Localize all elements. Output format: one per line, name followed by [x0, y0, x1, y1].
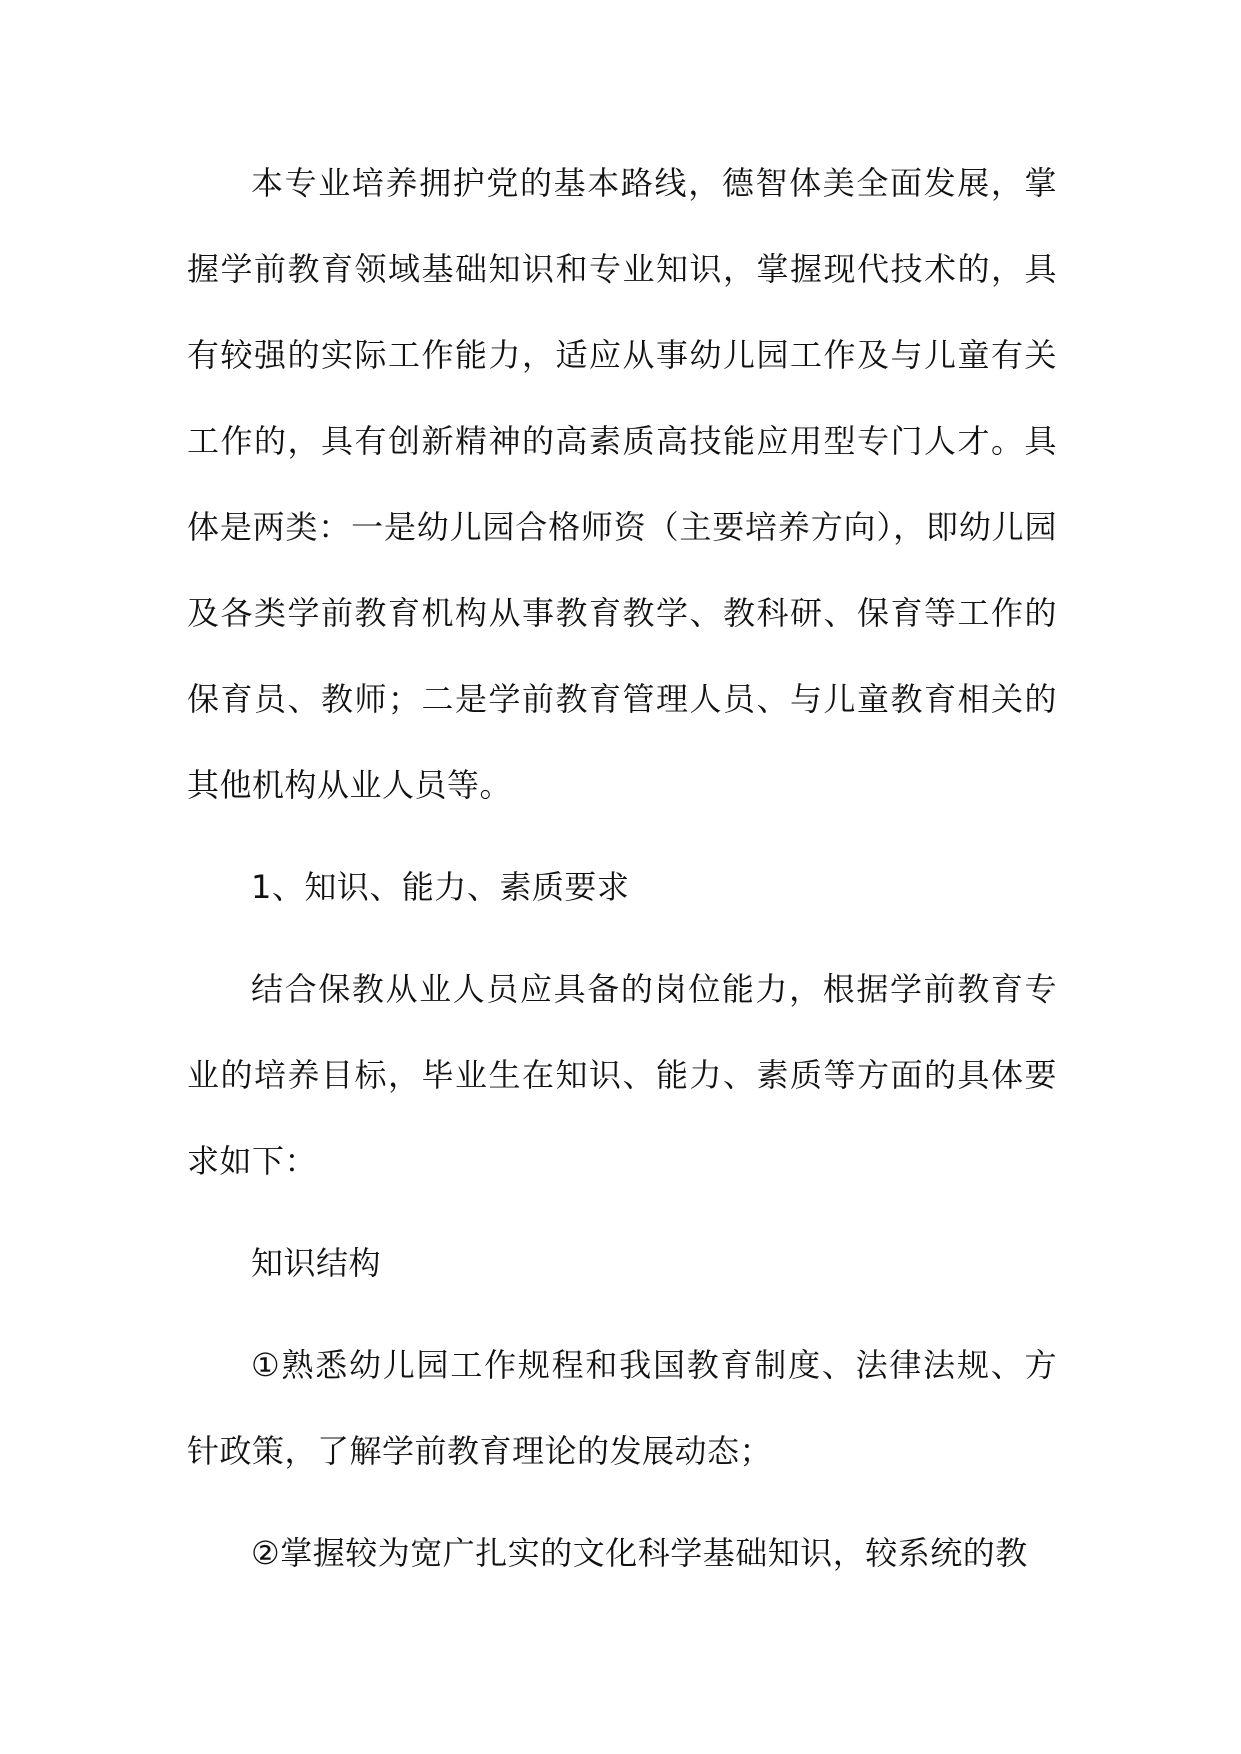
list-item-knowledge-2: ②掌握较为宽广扎实的文化科学基础知识，较系统的教 — [251, 1534, 1028, 1572]
document-body — [187, 140, 1057, 1612]
heading-knowledge-structure: 知识结构 — [251, 1244, 382, 1282]
heading-requirements: 1、知识、能力、素质要求 — [251, 868, 630, 906]
list-item-knowledge-1: ①熟悉幼儿园工作规程和我国教育制度、法律法规、方针政策，了解学前教育理论的发展动态； — [187, 1346, 1057, 1470]
paragraph-requirements-intro: 结合保教从业人员应具备的岗位能力，根据学前教育专业的培养目标，毕业生在知识、能力、素质等方面的具体要求如下： — [187, 970, 1057, 1180]
paragraph-training-goal: 本专业培养拥护党的基本路线，德智体美全面发展，掌握学前教育领域基础知识和专业知识，掌握现代技术的，具有较强的实际工作能力，适应从事幼儿园工作及与儿童有关工作的，具有创新精神的高素质高技能应用型专门人才。具体是两类：一是幼儿园合格师资（主要培养方向），即幼儿园及各类学前教育机构从事教育教学、教科研、保育等工作的保育员、教师；二是学前教育管理人员、与儿童教育相关的其他机构从业人员等。 — [187, 164, 1057, 804]
